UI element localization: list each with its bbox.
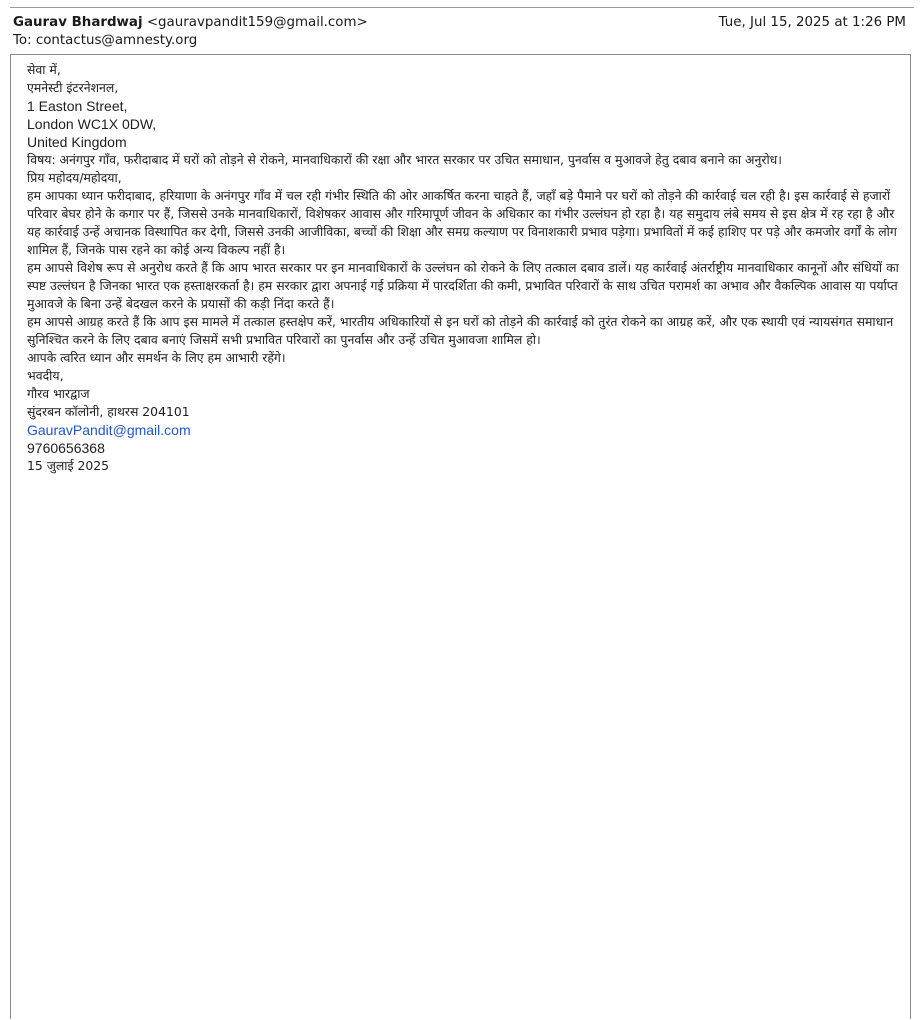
signer-phone: 9760656368 <box>27 440 105 456</box>
paragraph-3: हम आपसे आग्रह करते हैं कि आप इस मामले में तत्काल हस्तक्षेप करें, भारतीय अधिकारियों से इन घरों को तोड़ने की कार्रवाई को तुरंत रोकने का आग्रह करें, और एक स्थायी एवं न्यायसंगत समाधान सुनिश्चित करने के लिए दबाव बनाएं जिसमें सभी प्रभावित परिवारों का पुनर्वास और उन्हें उचित मुआवजा शामिल हो। <box>27 314 894 347</box>
greeting: प्रिय महोदय/महोदया, <box>27 170 122 185</box>
salutation: सेवा में, <box>27 62 61 77</box>
address-line-3: United Kingdom <box>27 134 127 150</box>
signer-email-link[interactable]: GauravPandit@gmail.com <box>27 422 191 438</box>
paragraph-2: हम आपसे विशेष रूप से अनुरोध करते हैं कि आप भारत सरकार पर इन मानवाधिकारों के उल्लंघन को रोकने के लिए तत्काल दबाव डालें। यह कार्रवाई अंतर्राष्ट्रीय मानवाधिकार कानूनों और संधियों का स्पष्ट उल्लंघन है जिनका भारत एक हस्ताक्षरकर्ता है। हम सरकार द्वारा अपनाई गई प्रक्रिया में पारदर्शिता की कमी, प्रभावित परिवारों के साथ उचित परामर्श का अभाव और वैकल्पिक आवास या पर्याप्त मुआवजे के बिना उन्हें बेदखल करने के प्रयासों की कड़ी निंदा करते हैं। <box>27 260 899 311</box>
top-divider <box>10 7 914 8</box>
paragraph-1: हम आपका ध्यान फरीदाबाद, हरियाणा के अनंगपुर गाँव में चल रही गंभीर स्थिति की ओर आकर्षित करना चाहते हैं, जहाँ बड़े पैमाने पर घरों को तोड़ने की कार्रवाई चल रही है। इस कार्रवाई से हजारों परिवार बेघर होने के कगार पर हैं, जिससे उनके मानवाधिकारों, विशेषकर आवास और गरिमापूर्ण जीवन के अधिकार का गंभीर उल्लंघन हो रहा है। यह समुदाय लंबे समय से इस क्षेत्र में रह रहा है और यह कार्रवाई उन्हें अचानक विस्थापित कर देगी, जिससे उनकी आजीविका, बच्चों की शिक्षा और समग्र कल्याण पर विनाशकारी प्रभाव पड़ेगा। प्रभावितों में कई हाशिए पर पड़े और कमजोर वर्गों के लोग शामिल हैं, जिनके पास रहने का कोई अन्य विकल्प नहीं है। <box>27 188 897 257</box>
header-row <box>13 14 906 31</box>
letter-body <box>27 61 899 475</box>
email-header <box>13 14 906 49</box>
sign-off: भवदीय, <box>27 368 64 383</box>
signer-name: गौरव भारद्वाज <box>27 386 90 401</box>
email-date: Tue, Jul 15, 2025 at 1:26 PM <box>718 15 906 30</box>
address-line-1: 1 Easton Street, <box>27 98 128 114</box>
address-line-2: London WC1X 0DW, <box>27 116 157 132</box>
sender-email[interactable]: <gauravpandit159@gmail.com> <box>146 15 368 30</box>
subject-line: विषय: अनंगपुर गाँव, फरीदाबाद में घरों को तोड़ने से रोकने, मानवाधिकारों की रक्षा और भारत सरकार पर उचित समाधान, पुनर्वास व मुआवजे हेतु दबाव बनाने का अनुरोध। <box>27 152 782 167</box>
closing-thanks: आपके त्वरित ध्यान और समर्थन के लिए हम आभारी रहेंगे। <box>27 350 286 365</box>
recipient-line: To: contactus@amnesty.org <box>13 33 198 48</box>
signer-address: सुंदरबन कॉलोनी, हाथरस 204101 <box>27 404 190 419</box>
letter-date: 15 जुलाई 2025 <box>27 458 110 473</box>
recipient-org: एमनेस्टी इंटरनेशनल, <box>27 80 119 95</box>
sender <box>13 14 368 31</box>
sender-name: Gaurav Bhardwaj <box>13 15 143 30</box>
